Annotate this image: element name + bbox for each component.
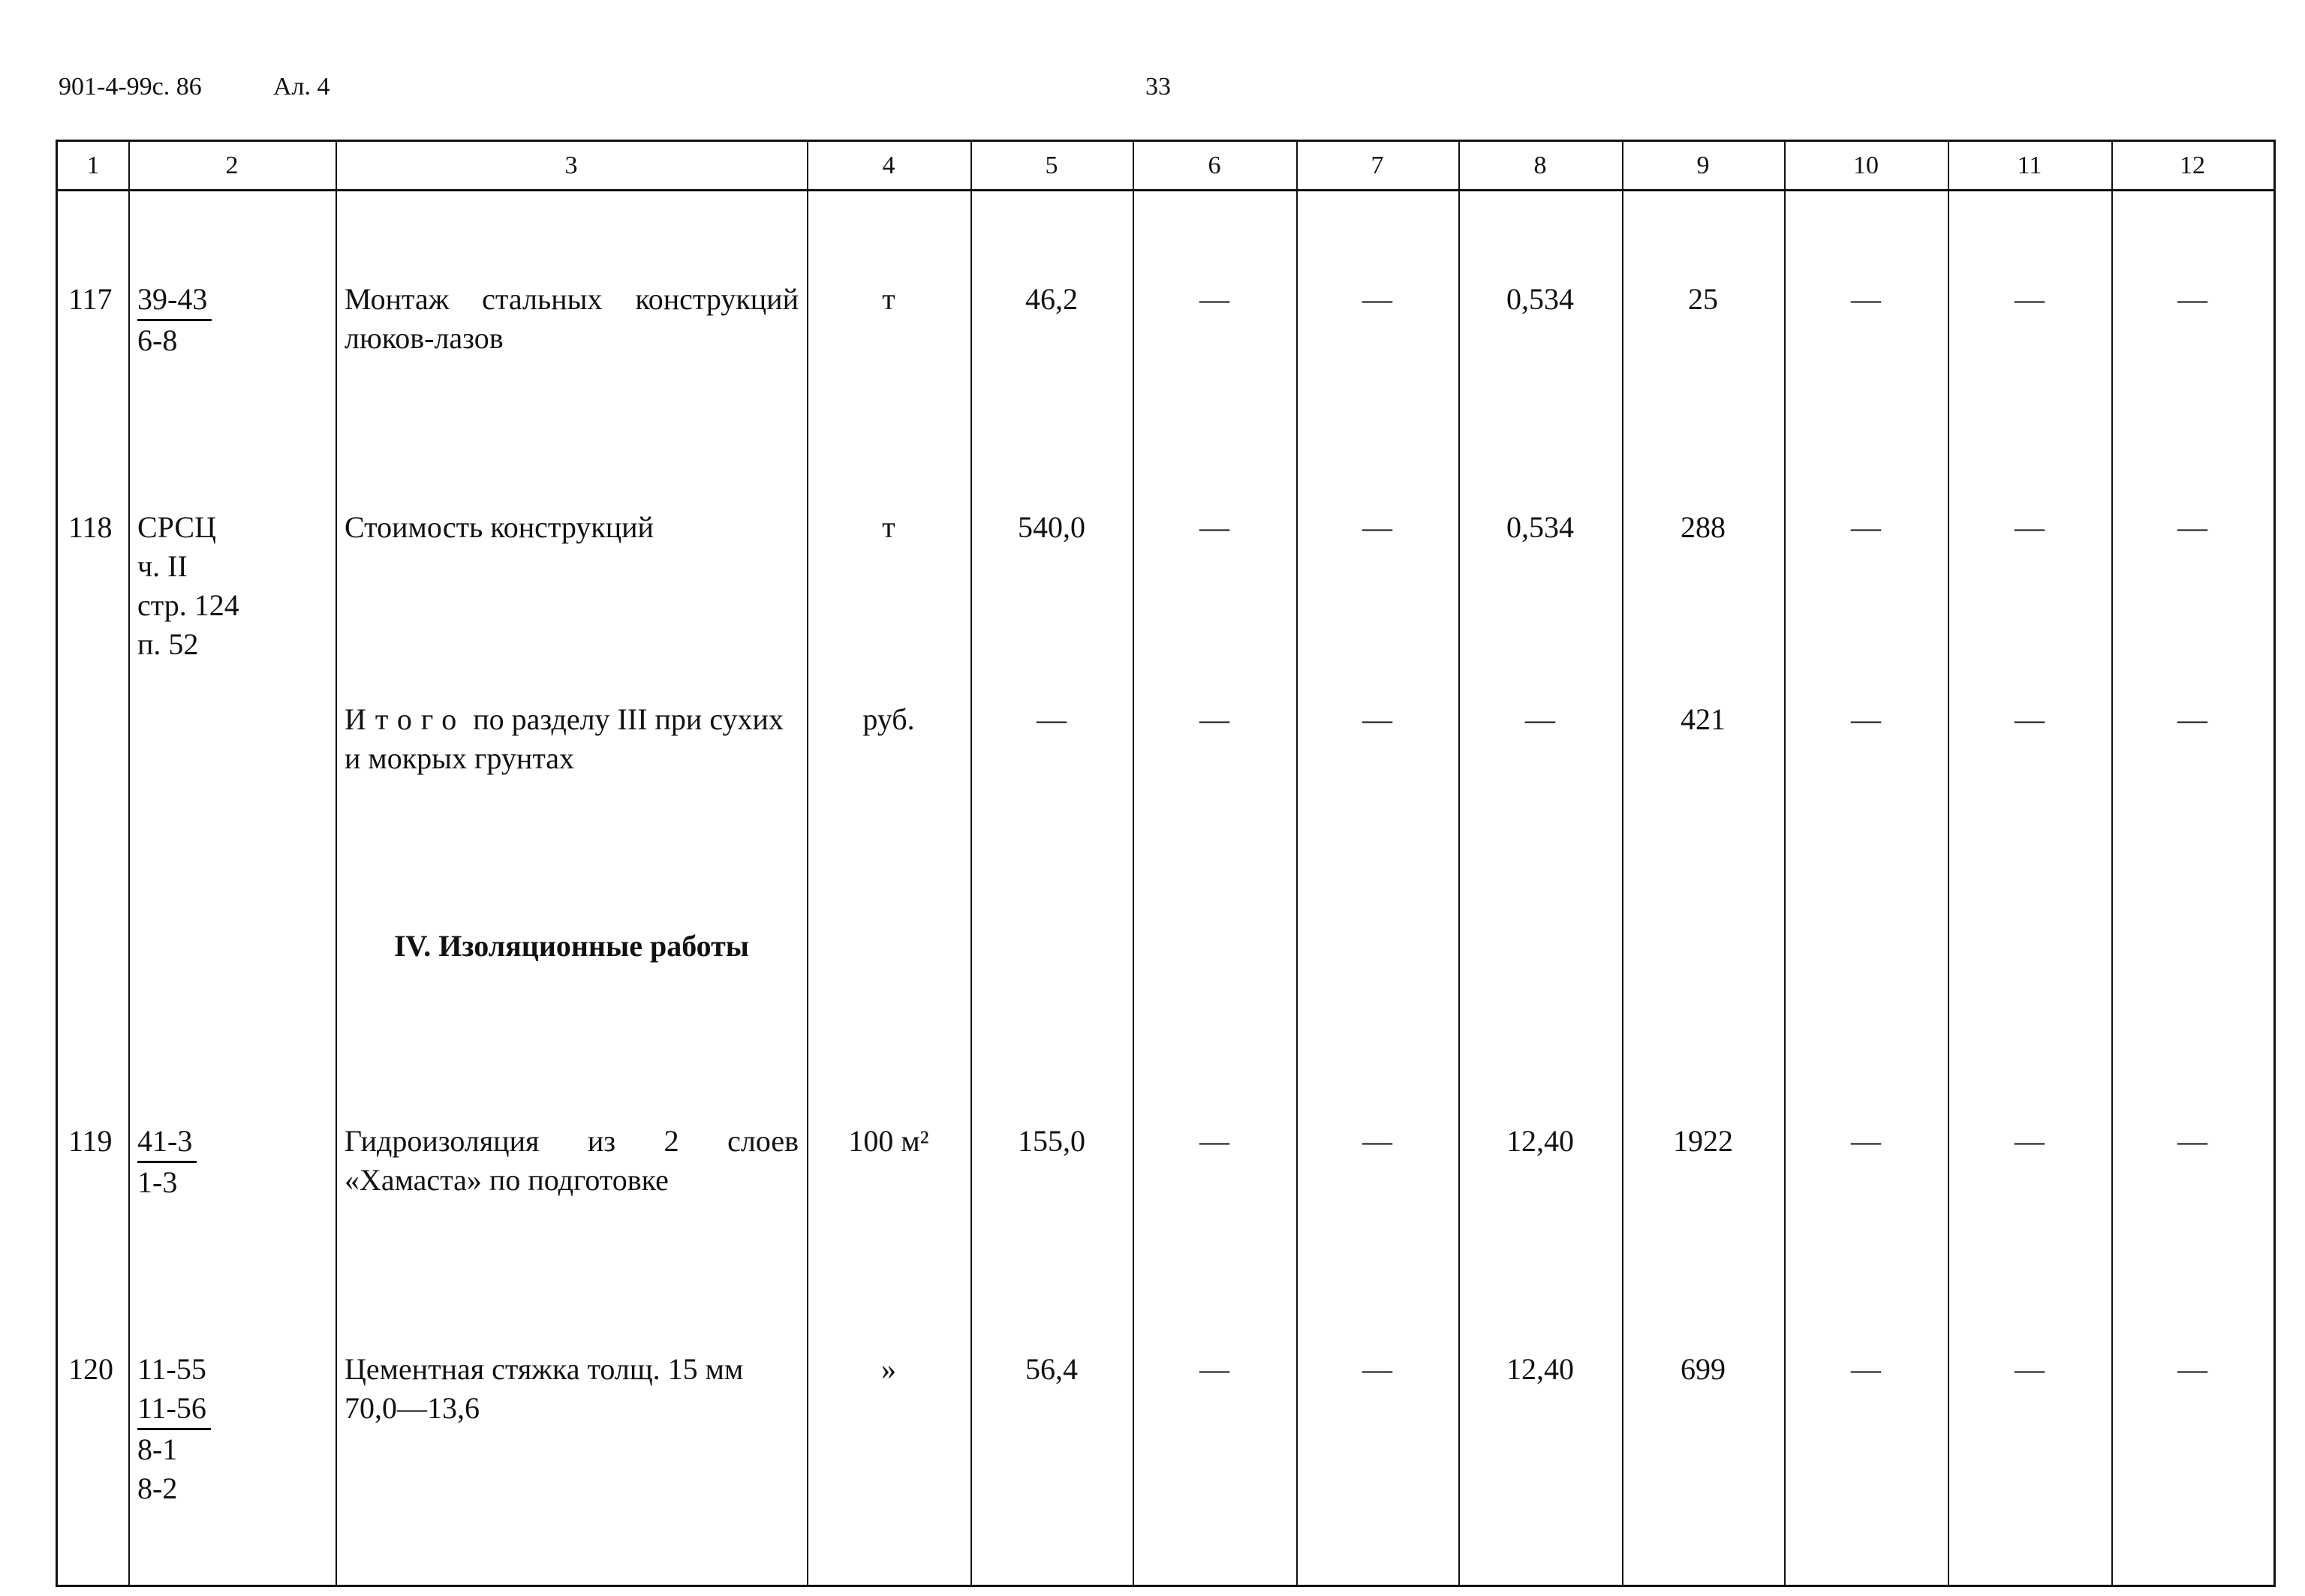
value-col7: — [1362, 282, 1392, 316]
unit: » [881, 1352, 896, 1386]
value-col6: — [1199, 702, 1229, 736]
reference-line: п. 52 [137, 627, 199, 661]
column-divider [128, 142, 130, 1585]
value-col6: — [1199, 282, 1229, 316]
value-col9: 1922 [1673, 1124, 1733, 1158]
reference-line: 8-2 [137, 1471, 178, 1505]
value-col6: — [1199, 1124, 1229, 1158]
value-col10: — [1851, 1352, 1881, 1386]
value-col8: 0,534 [1506, 510, 1574, 544]
work-description: Стоимость конструкций [345, 510, 654, 544]
value-col5: 155,0 [1018, 1124, 1085, 1158]
value-col6: — [1199, 1352, 1229, 1386]
unit: т [882, 282, 895, 316]
value-col10: — [1851, 510, 1881, 544]
value-col11: — [2015, 1124, 2045, 1158]
reference-line: 11-55 [137, 1352, 206, 1386]
value-col12: — [2177, 282, 2207, 316]
reference-line: стр. 124 [137, 588, 239, 622]
value-col7: — [1362, 702, 1392, 736]
reference-line: СРСЦ [137, 510, 216, 544]
reference-line: 39-43 [137, 280, 212, 321]
value-col5: 46,2 [1025, 282, 1078, 316]
reference-line: 11-56 [137, 1389, 211, 1430]
value-col8: 12,40 [1506, 1124, 1574, 1158]
value-col7: — [1362, 1124, 1392, 1158]
reference-code [137, 508, 239, 664]
unit: т [882, 510, 895, 544]
value-col7: — [1362, 510, 1392, 544]
value-col8: 12,40 [1506, 1352, 1574, 1386]
unit: 100 м² [848, 1124, 929, 1158]
value-col12: — [2177, 1124, 2207, 1158]
value-col10: — [1851, 1124, 1881, 1158]
row-number: 119 [68, 1124, 113, 1158]
total-description [345, 700, 799, 778]
value-col9: 699 [1681, 1352, 1726, 1386]
value-col9: 288 [1681, 510, 1726, 544]
reference-line: 6-8 [137, 323, 178, 357]
value-col9: 421 [1681, 702, 1726, 736]
estimate-table [56, 140, 2276, 1587]
total-label: Итого [345, 702, 466, 736]
work-description: Гидроизоляция из 2 слоев «Хамаста» по подготовке [345, 1124, 799, 1197]
value-col8: 0,534 [1506, 282, 1574, 316]
section-title: IV. Изоляционные работы [393, 929, 750, 963]
value-col11: — [2015, 510, 2045, 544]
value-col11: — [2015, 702, 2045, 736]
value-col10: — [1851, 282, 1881, 316]
row-number: 118 [68, 510, 113, 544]
value-col12: — [2177, 510, 2207, 544]
column-divider [336, 142, 337, 1585]
row-number: 117 [68, 282, 113, 316]
value-col8: — [1525, 702, 1555, 736]
column-number: 4 [882, 152, 895, 179]
value-col7: — [1362, 1352, 1392, 1386]
reference-line: 8-1 [137, 1432, 178, 1466]
value-col12: — [2177, 1352, 2207, 1386]
value-col9: 25 [1688, 282, 1718, 316]
value-col6: — [1199, 510, 1229, 544]
column-number: 10 [1853, 152, 1879, 179]
work-description: Монтаж стальных конструкций люков-лазов [345, 282, 799, 355]
column-number: 1 [86, 152, 100, 179]
header-separator [58, 189, 2273, 191]
unit: руб. [862, 702, 915, 736]
column-number: 7 [1371, 152, 1384, 179]
value-col5: 56,4 [1025, 1352, 1078, 1386]
column-number: 11 [2017, 152, 2042, 179]
column-number: 12 [2180, 152, 2205, 179]
column-number: 3 [564, 152, 578, 179]
column-number: 6 [1208, 152, 1221, 179]
value-col10: — [1851, 702, 1881, 736]
page-number: 33 [1145, 73, 1171, 101]
column-number: 2 [225, 152, 239, 179]
column-number: 5 [1045, 152, 1058, 179]
row-number: 120 [68, 1352, 113, 1386]
reference-code [137, 1350, 211, 1508]
value-col12: — [2177, 702, 2207, 736]
column-number: 9 [1696, 152, 1710, 179]
reference-code [137, 280, 212, 360]
sheet-label: Ал. 4 [273, 73, 330, 101]
document-code: 901-4-99с. 86 [59, 73, 202, 101]
column-number: 8 [1533, 152, 1547, 179]
value-col11: — [2015, 1352, 2045, 1386]
value-col5: 540,0 [1018, 510, 1085, 544]
total-text: по разделу III при сухих и мокрых грунтах [345, 702, 784, 775]
reference-line: 41-3 [137, 1122, 197, 1163]
value-col11: — [2015, 282, 2045, 316]
reference-line: 1-3 [137, 1165, 178, 1199]
reference-line: ч. II [137, 549, 188, 583]
value-col5: — [1037, 702, 1067, 736]
reference-code [137, 1122, 197, 1202]
work-description: Цементная стяжка толщ. 15 мм 70,0—13,6 [345, 1352, 744, 1425]
